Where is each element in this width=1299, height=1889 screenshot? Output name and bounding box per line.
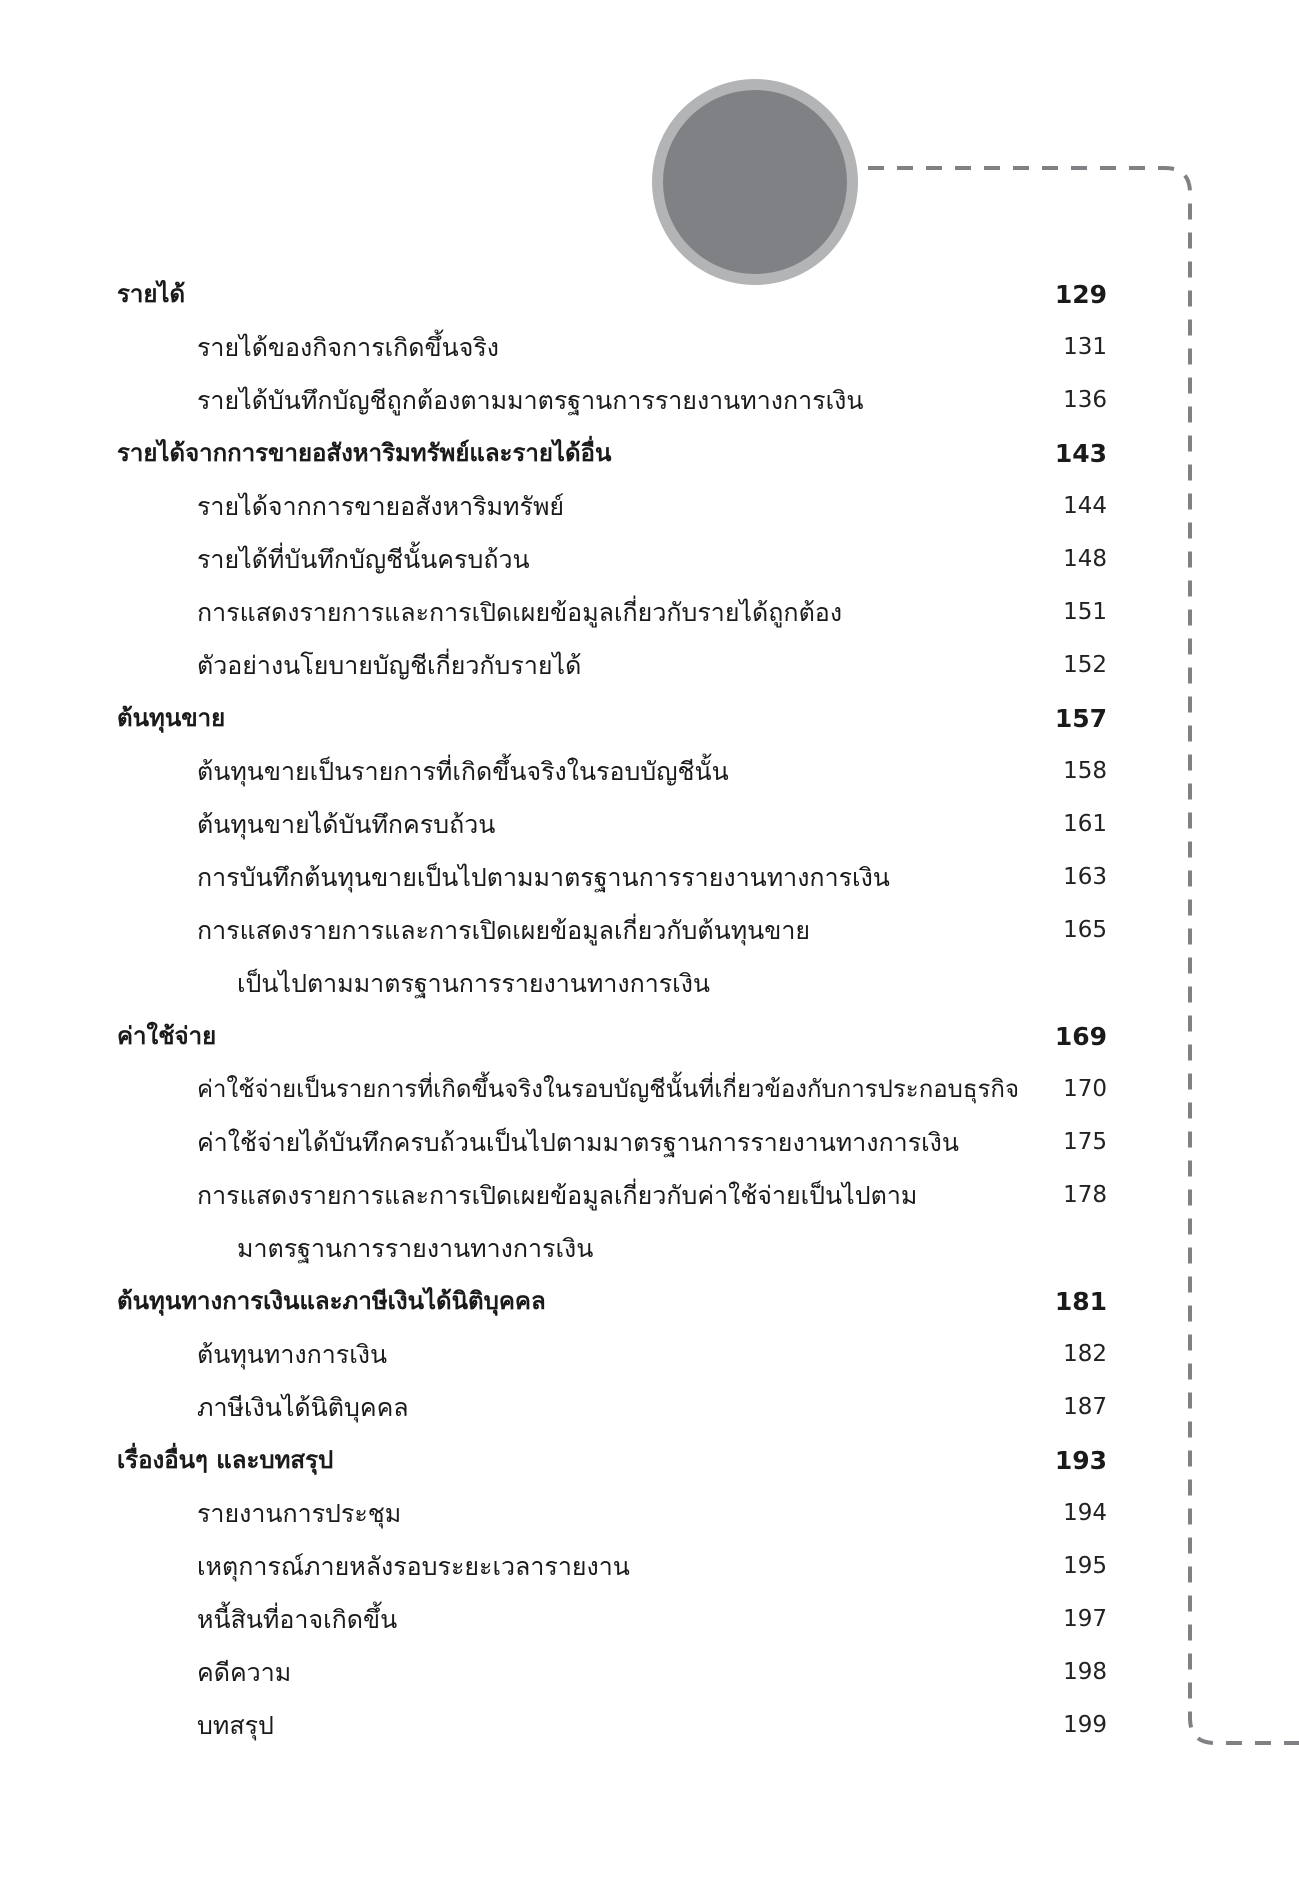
toc-page-number: 197 <box>1063 1606 1107 1632</box>
toc-page-number: 144 <box>1063 493 1107 519</box>
toc-page-number: 175 <box>1063 1129 1107 1155</box>
toc-entry <box>117 1699 1107 1752</box>
toc-title: การบันทึกต้นทุนขายเป็นไปตามมาตรฐานการรายงานทางการเงิน <box>197 863 890 892</box>
toc-title: รายได้จากการขายอสังหาริมทรัพย์และรายได้อื่น <box>117 439 612 467</box>
toc-title: ตัวอย่างนโยบายบัญชีเกี่ยวกับรายได้ <box>197 651 582 680</box>
toc-page-number: 158 <box>1063 758 1107 784</box>
toc-page-number: 136 <box>1063 387 1107 413</box>
toc-entry <box>117 798 1107 851</box>
toc-title: ค่าใช้จ่ายได้บันทึกครบถ้วนเป็นไปตามมาตรฐานการรายงานทางการเงิน <box>197 1128 959 1157</box>
toc-page-number: 143 <box>1054 439 1107 468</box>
toc-title: ต้นทุนขายเป็นรายการที่เกิดขึ้นจริงในรอบบัญชีนั้น <box>197 757 729 786</box>
toc-title: ค่าใช้จ่ายเป็นรายการที่เกิดขึ้นจริงในรอบบัญชีนั้นที่เกี่ยวข้องกับการประกอบธุรกิจ <box>197 1075 1020 1103</box>
toc-page-number: 195 <box>1063 1553 1107 1579</box>
toc-section <box>117 1434 1107 1487</box>
toc-title: ต้นทุนทางการเงิน <box>197 1340 388 1369</box>
toc-entry <box>117 1328 1107 1381</box>
toc-section <box>117 427 1107 480</box>
toc-title: ต้นทุนทางการเงินและภาษีเงินได้นิติบุคคล <box>117 1287 546 1315</box>
toc-page-number: 178 <box>1063 1182 1107 1208</box>
toc-entry <box>117 1540 1107 1593</box>
toc-entry <box>117 374 1107 427</box>
toc-entry <box>117 1222 1107 1275</box>
toc-page-number: 169 <box>1054 1022 1107 1051</box>
toc-entry <box>117 1487 1107 1540</box>
toc-section <box>117 1010 1107 1063</box>
toc-title: มาตรฐานการรายงานทางการเงิน <box>237 1234 594 1263</box>
toc-title: รายงานการประชุม <box>197 1499 402 1528</box>
toc-title: การแสดงรายการและการเปิดเผยข้อมูลเกี่ยวกับรายได้ถูกต้อง <box>197 598 843 627</box>
toc-page-number: 157 <box>1054 704 1107 733</box>
toc-entry <box>117 957 1107 1010</box>
toc-page-number: 148 <box>1063 546 1107 572</box>
toc-page-number: 187 <box>1063 1394 1107 1420</box>
toc-entry <box>117 639 1107 692</box>
toc-page-number: 152 <box>1063 652 1107 678</box>
toc-title: รายได้บันทึกบัญชีถูกต้องตามมาตรฐานการรายงานทางการเงิน <box>197 386 864 415</box>
toc-page-number: 151 <box>1063 599 1107 625</box>
toc-page-number: 199 <box>1063 1712 1107 1738</box>
toc-entry <box>117 321 1107 374</box>
toc-title: ต้นทุนขายได้บันทึกครบถ้วน <box>197 810 496 839</box>
toc-title: การแสดงรายการและการเปิดเผยข้อมูลเกี่ยวกับต้นทุนขาย <box>197 916 811 945</box>
toc-page-number: 194 <box>1063 1500 1107 1526</box>
toc-title: รายได้ของกิจการเกิดขึ้นจริง <box>197 333 500 362</box>
toc-page-number: 198 <box>1063 1659 1107 1685</box>
toc-entry <box>117 1063 1107 1116</box>
toc-page-number: 163 <box>1063 864 1107 890</box>
toc-title: รายได้ที่บันทึกบัญชีนั้นครบถ้วน <box>197 545 530 574</box>
toc-section <box>117 1275 1107 1328</box>
toc-page-number: 182 <box>1063 1341 1107 1367</box>
toc-page-number: 131 <box>1063 334 1107 360</box>
toc-title: เหตุการณ์ภายหลังรอบระยะเวลารายงาน <box>197 1552 630 1581</box>
toc-entry <box>117 904 1107 957</box>
toc-entry <box>117 1646 1107 1699</box>
toc-page-number: 193 <box>1054 1446 1107 1475</box>
toc-entry <box>117 1169 1107 1222</box>
toc-page-number: 129 <box>1054 280 1107 309</box>
toc-entry <box>117 1116 1107 1169</box>
toc-page-number: 181 <box>1054 1287 1107 1316</box>
toc-title: การแสดงรายการและการเปิดเผยข้อมูลเกี่ยวกับค่าใช้จ่ายเป็นไปตาม <box>197 1181 918 1210</box>
toc-title: รายได้ <box>117 280 186 308</box>
toc-title: ภาษีเงินได้นิติบุคคล <box>197 1393 409 1422</box>
toc-page-number: 165 <box>1063 917 1107 943</box>
toc-title: รายได้จากการขายอสังหาริมทรัพย์ <box>197 492 565 521</box>
toc-title: ค่าใช้จ่าย <box>117 1022 217 1050</box>
toc-section <box>117 692 1107 745</box>
toc-title: เป็นไปตามมาตรฐานการรายงานทางการเงิน <box>237 969 711 998</box>
toc-entry <box>117 851 1107 904</box>
table-of-contents <box>117 268 1107 1752</box>
toc-title: หนี้สินที่อาจเกิดขึ้น <box>197 1605 398 1634</box>
toc-title: คดีความ <box>197 1658 292 1687</box>
toc-entry <box>117 533 1107 586</box>
chapter-circle <box>663 90 847 274</box>
toc-title: บทสรุป <box>197 1711 274 1740</box>
toc-entry <box>117 745 1107 798</box>
toc-title: ต้นทุนขาย <box>117 704 226 732</box>
toc-entry <box>117 586 1107 639</box>
toc-entry <box>117 1593 1107 1646</box>
toc-page-number: 161 <box>1063 811 1107 837</box>
toc-entry <box>117 480 1107 533</box>
toc-title: เรื่องอื่นๆ และบทสรุป <box>117 1446 334 1474</box>
toc-section <box>117 268 1107 321</box>
toc-entry <box>117 1381 1107 1434</box>
toc-page-number: 170 <box>1063 1076 1107 1102</box>
